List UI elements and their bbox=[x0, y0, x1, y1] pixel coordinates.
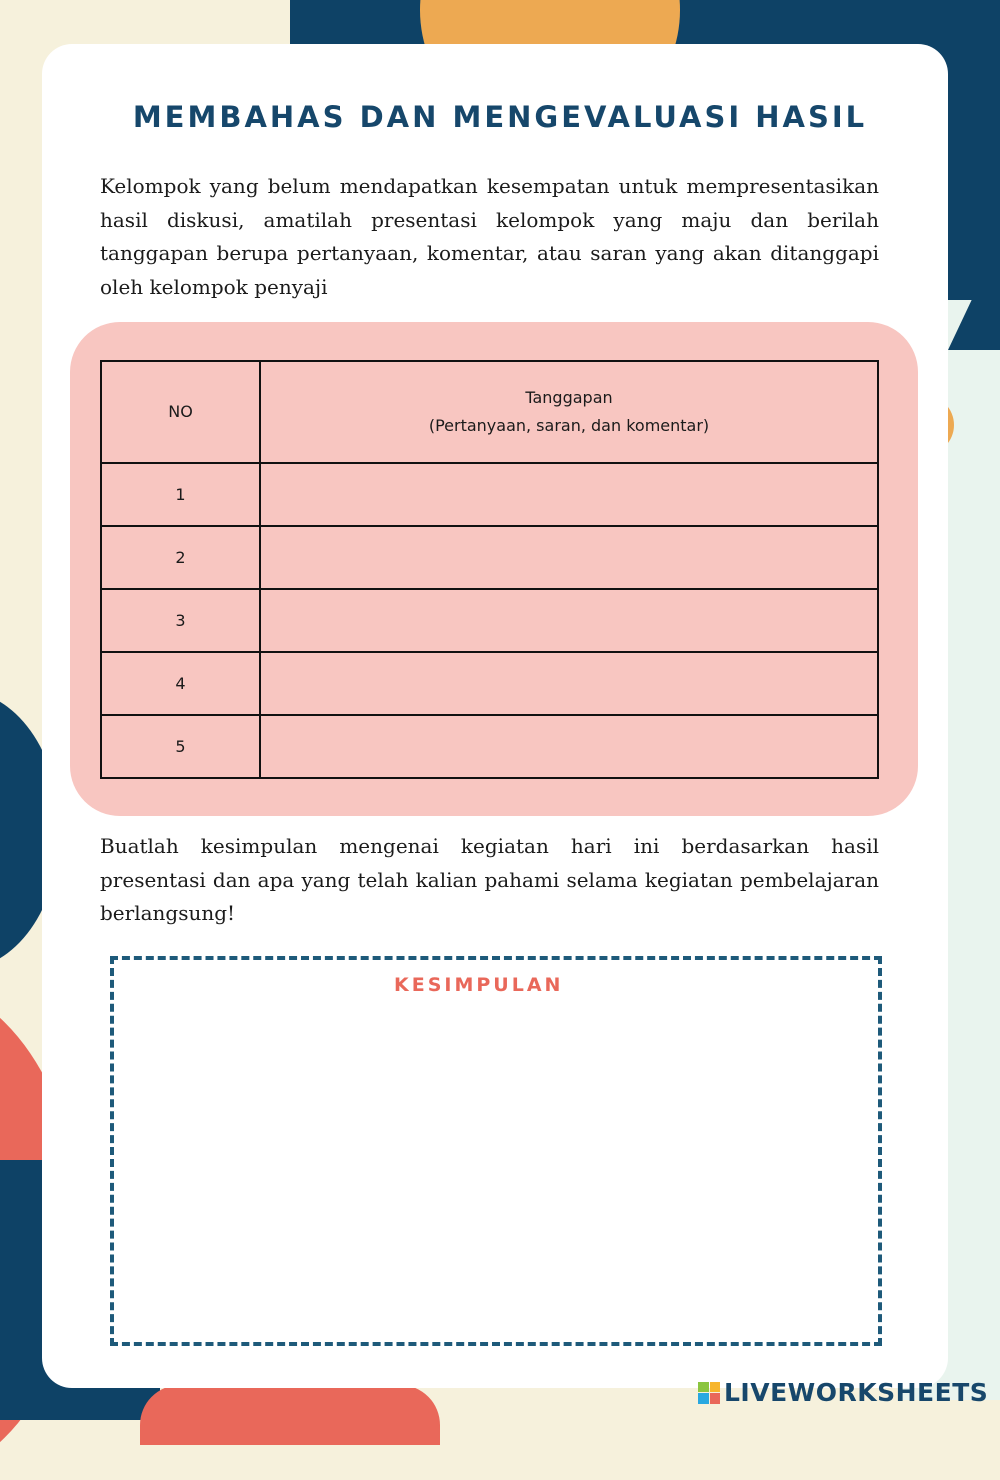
row-number: 1 bbox=[101, 463, 260, 526]
watermark bbox=[698, 1378, 988, 1407]
intro-paragraph: Kelompok yang belum mendapatkan kesempatan untuk mempresentasikan hasil diskusi, amatilah presentasi kelompok yang maju dan berilah tanggapan berupa pertanyaan, komentar, atau saran yang akan ditanggapi oleh kelompok penyaji bbox=[100, 174, 879, 299]
header-response-subtitle: (Pertanyaan, saran, dan komentar) bbox=[428, 416, 710, 435]
row-number: 4 bbox=[101, 652, 260, 715]
response-cell[interactable] bbox=[260, 715, 878, 778]
table-row bbox=[101, 526, 878, 589]
page-title: MEMBAHAS DAN MENGEVALUASI HASIL bbox=[132, 100, 868, 134]
conclusion-box[interactable] bbox=[110, 956, 882, 1346]
liveworksheets-logo-icon bbox=[698, 1382, 720, 1404]
header-response-title: Tanggapan bbox=[525, 388, 613, 407]
conclusion-instruction: Buatlah kesimpulan mengenai kegiatan hari ini berdasarkan hasil presentasi dan apa yang telah kalian pahami selama kegiatan pembelajaran berlangsung! bbox=[100, 834, 879, 925]
table-row bbox=[101, 652, 878, 715]
watermark-text: LIVEWORKSHEETS bbox=[724, 1378, 989, 1407]
conclusion-label: KESIMPULAN bbox=[394, 974, 564, 996]
response-cell[interactable] bbox=[260, 589, 878, 652]
table-row bbox=[101, 463, 878, 526]
row-number: 3 bbox=[101, 589, 260, 652]
response-table bbox=[100, 360, 879, 779]
table-header-row bbox=[101, 361, 878, 463]
bg-coral-bottom bbox=[140, 1385, 440, 1445]
header-no: NO bbox=[101, 361, 260, 463]
response-cell[interactable] bbox=[260, 463, 878, 526]
row-number: 5 bbox=[101, 715, 260, 778]
bg-navy-triangle-right bbox=[948, 240, 1000, 350]
response-cell[interactable] bbox=[260, 652, 878, 715]
response-cell[interactable] bbox=[260, 526, 878, 589]
header-response bbox=[260, 361, 878, 463]
table-row bbox=[101, 589, 878, 652]
row-number: 2 bbox=[101, 526, 260, 589]
table-row bbox=[101, 715, 878, 778]
